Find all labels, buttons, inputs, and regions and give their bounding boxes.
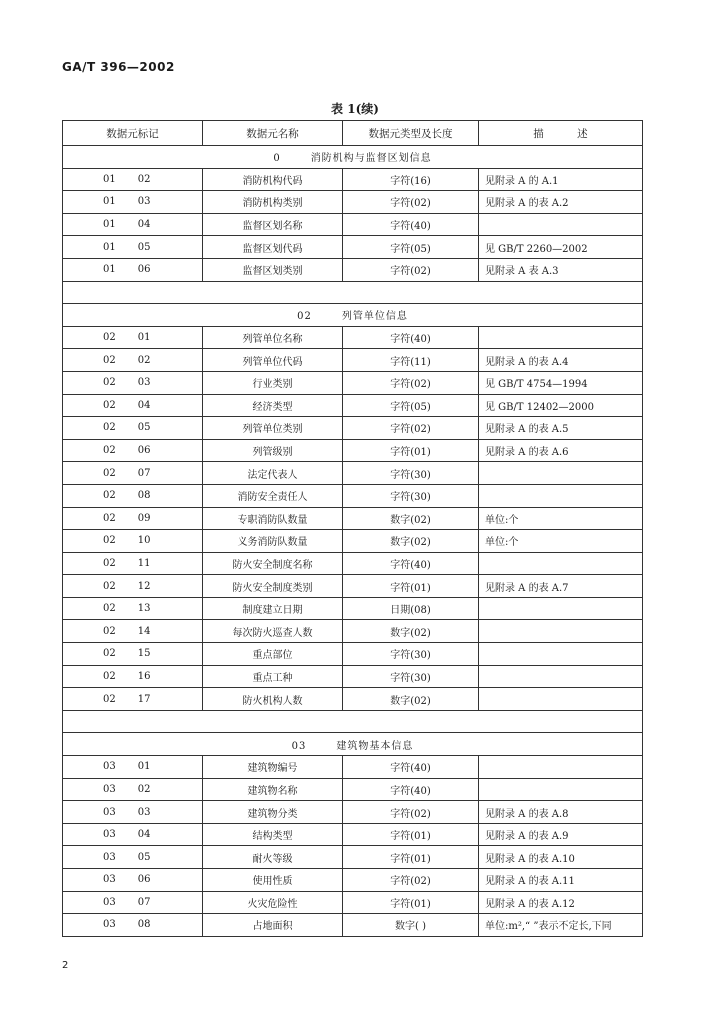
data-element-name: 消防安全责任人	[203, 484, 343, 507]
tag-part-a: 03	[103, 896, 116, 908]
tag-part-b: 02	[137, 173, 151, 185]
data-element-tag	[63, 869, 203, 892]
data-element-name: 重点部位	[203, 643, 343, 666]
tag-part-b: 06	[137, 445, 151, 457]
data-element-desc	[479, 462, 643, 485]
data-element-type: 字符(01)	[343, 439, 479, 462]
data-element-tag	[63, 575, 203, 598]
section-number: 02	[297, 311, 312, 323]
data-element-tag	[63, 507, 203, 530]
table-row	[63, 371, 643, 394]
data-element-desc: 见附录 A 表 A.3	[479, 258, 643, 281]
tag-part-b: 16	[137, 670, 151, 682]
table-row	[63, 620, 643, 643]
data-element-type: 字符(02)	[343, 801, 479, 824]
table-row	[63, 756, 643, 779]
data-element-name: 监督区划代码	[203, 236, 343, 259]
data-element-name: 行业类别	[203, 371, 343, 394]
data-element-name: 结构类型	[203, 823, 343, 846]
data-element-type: 字符(01)	[343, 823, 479, 846]
tag-part-b: 02	[137, 354, 151, 366]
data-element-tag	[63, 688, 203, 711]
tag-part-a: 02	[103, 512, 116, 524]
section-title	[63, 733, 643, 756]
tag-part-a: 01	[103, 264, 116, 276]
data-element-type: 字符(05)	[343, 236, 479, 259]
tag-part-a: 01	[103, 196, 116, 208]
data-element-desc	[479, 552, 643, 575]
section-number: 03	[291, 740, 307, 752]
data-element-desc	[479, 484, 643, 507]
data-element-name: 防火机构人数	[203, 688, 343, 711]
data-element-tag	[63, 597, 203, 620]
tag-part-b: 05	[137, 422, 151, 434]
data-element-tag	[63, 213, 203, 236]
data-element-desc: 见附录 A 的 A.1	[479, 168, 643, 191]
data-element-name: 消防机构类别	[203, 191, 343, 214]
data-element-type: 字符(02)	[343, 371, 479, 394]
data-element-desc: 见 GB/T 12402—2000	[479, 394, 643, 417]
data-element-tag	[63, 236, 203, 259]
data-element-tag	[63, 349, 203, 372]
table-row	[63, 552, 643, 575]
tag-part-b: 12	[137, 580, 151, 592]
section-header-row	[63, 304, 643, 327]
tag-part-a: 02	[103, 399, 116, 411]
data-element-tag	[63, 891, 203, 914]
data-element-type: 数字(02)	[343, 688, 479, 711]
tag-part-b: 08	[137, 919, 151, 931]
section-header-row	[63, 733, 643, 756]
data-element-type: 字符(01)	[343, 575, 479, 598]
tag-part-a: 02	[103, 422, 116, 434]
data-element-tag	[63, 756, 203, 779]
tag-part-a: 02	[103, 467, 116, 479]
data-element-name: 列管单位类别	[203, 417, 343, 440]
data-element-tag	[63, 665, 203, 688]
data-element-type: 日期(08)	[343, 597, 479, 620]
data-element-tag	[63, 326, 203, 349]
table-row	[63, 439, 643, 462]
table-header-row	[63, 121, 643, 146]
data-element-tag	[63, 484, 203, 507]
section-number: 0	[273, 153, 281, 165]
tag-part-a: 02	[103, 580, 116, 592]
data-element-name: 防火安全制度类别	[203, 575, 343, 598]
tag-part-b: 01	[137, 332, 151, 344]
table-row	[63, 258, 643, 281]
tag-part-a: 02	[103, 332, 116, 344]
data-element-name: 火灾危险性	[203, 891, 343, 914]
data-element-desc: 见 GB/T 2260—2002	[479, 236, 643, 259]
tag-part-b: 14	[137, 625, 151, 637]
data-element-name: 每次防火巡查人数	[203, 620, 343, 643]
data-element-name: 专职消防队数量	[203, 507, 343, 530]
table-row	[63, 394, 643, 417]
data-element-type: 字符(01)	[343, 846, 479, 869]
data-element-tag	[63, 439, 203, 462]
table-row	[63, 326, 643, 349]
data-element-type: 字符(40)	[343, 326, 479, 349]
data-element-type: 字符(02)	[343, 417, 479, 440]
data-element-tag	[63, 823, 203, 846]
data-element-name: 建筑物分类	[203, 801, 343, 824]
data-element-type: 数字(02)	[343, 620, 479, 643]
table-row	[63, 778, 643, 801]
section-header-row	[63, 146, 643, 169]
data-element-name: 义务消防队数量	[203, 530, 343, 553]
tag-part-a: 03	[103, 851, 116, 863]
data-element-name: 法定代表人	[203, 462, 343, 485]
data-element-tag	[63, 417, 203, 440]
data-element-tag	[63, 801, 203, 824]
tag-part-a: 03	[103, 806, 116, 818]
section-name: 建筑物基本信息	[336, 740, 414, 752]
table-row	[63, 801, 643, 824]
data-element-desc: 见附录 A 的表 A.11	[479, 869, 643, 892]
data-element-type: 字符(40)	[343, 213, 479, 236]
table-caption: 表 1(续)	[331, 102, 379, 116]
spacer-row	[63, 281, 643, 304]
data-element-name: 经济类型	[203, 394, 343, 417]
data-element-desc: 单位:m²,“ ”表示不定长,下同	[479, 914, 643, 937]
data-element-type: 字符(40)	[343, 778, 479, 801]
tag-part-b: 04	[137, 399, 151, 411]
table-row	[63, 575, 643, 598]
tag-part-b: 07	[137, 896, 151, 908]
tag-part-a: 02	[103, 625, 116, 637]
tag-part-a: 01	[103, 241, 116, 253]
data-element-type: 字符(02)	[343, 191, 479, 214]
data-element-tag	[63, 643, 203, 666]
data-element-desc: 见附录 A 的表 A.2	[479, 191, 643, 214]
data-element-type: 字符(40)	[343, 756, 479, 779]
data-element-name: 监督区划名称	[203, 213, 343, 236]
tag-part-a: 03	[103, 829, 116, 841]
data-element-desc: 见 GB/T 4754—1994	[479, 371, 643, 394]
data-element-tag	[63, 530, 203, 553]
tag-part-b: 03	[137, 806, 151, 818]
tag-part-b: 03	[137, 196, 151, 208]
table-row	[63, 597, 643, 620]
data-element-desc: 见附录 A 的表 A.12	[479, 891, 643, 914]
data-element-name: 建筑物名称	[203, 778, 343, 801]
data-element-type: 字符(30)	[343, 484, 479, 507]
tag-part-a: 02	[103, 648, 116, 660]
data-element-name: 使用性质	[203, 869, 343, 892]
data-element-name: 消防机构代码	[203, 168, 343, 191]
data-element-desc: 见附录 A 的表 A.8	[479, 801, 643, 824]
data-element-tag	[63, 462, 203, 485]
table-row	[63, 349, 643, 372]
data-element-type: 字符(01)	[343, 891, 479, 914]
data-element-tag	[63, 914, 203, 937]
tag-part-b: 10	[137, 535, 151, 547]
tag-part-a: 02	[103, 490, 116, 502]
data-element-type: 字符(40)	[343, 552, 479, 575]
table-row	[63, 530, 643, 553]
data-element-tag	[63, 846, 203, 869]
table-row	[63, 914, 643, 937]
tag-part-a: 02	[103, 693, 116, 705]
data-element-name: 重点工种	[203, 665, 343, 688]
tag-part-a: 02	[103, 354, 116, 366]
tag-part-b: 13	[137, 603, 151, 615]
tag-part-b: 01	[137, 761, 151, 773]
data-element-tag	[63, 258, 203, 281]
data-element-desc: 见附录 A 的表 A.5	[479, 417, 643, 440]
data-element-type: 字符(02)	[343, 258, 479, 281]
data-element-tag	[63, 191, 203, 214]
data-element-desc	[479, 756, 643, 779]
table-row	[63, 869, 643, 892]
tag-part-b: 03	[137, 377, 151, 389]
section-name: 列管单位信息	[341, 311, 408, 323]
tag-part-b: 04	[137, 219, 151, 231]
data-element-desc	[479, 620, 643, 643]
data-element-type: 字符(05)	[343, 394, 479, 417]
data-element-desc: 见附录 A 的表 A.10	[479, 846, 643, 869]
data-element-tag	[63, 394, 203, 417]
section-name: 消防机构与监督区划信息	[310, 153, 432, 165]
data-element-type: 字符(30)	[343, 643, 479, 666]
tag-part-b: 06	[137, 264, 151, 276]
data-element-type: 字符(30)	[343, 665, 479, 688]
table-row	[63, 462, 643, 485]
data-element-type: 字符(02)	[343, 869, 479, 892]
data-element-desc	[479, 643, 643, 666]
data-element-name: 列管单位名称	[203, 326, 343, 349]
section-title	[63, 146, 643, 169]
data-element-tag	[63, 371, 203, 394]
data-element-type: 字符(11)	[343, 349, 479, 372]
tag-part-b: 05	[137, 851, 151, 863]
data-element-tag	[63, 778, 203, 801]
tag-part-b: 08	[137, 490, 151, 502]
data-element-name: 制度建立日期	[203, 597, 343, 620]
tag-part-a: 01	[103, 173, 116, 185]
tag-part-b: 05	[137, 241, 151, 253]
table-row	[63, 213, 643, 236]
data-element-tag	[63, 552, 203, 575]
tag-part-b: 04	[137, 829, 151, 841]
spacer-cell	[63, 710, 643, 733]
tag-part-a: 03	[103, 919, 116, 931]
data-element-desc: 见附录 A 的表 A.4	[479, 349, 643, 372]
column-header-type: 数据元类型及长度	[343, 121, 479, 146]
tag-part-a: 02	[103, 445, 116, 457]
data-element-desc: 见附录 A 的表 A.6	[479, 439, 643, 462]
section-title	[63, 304, 643, 327]
table-row	[63, 846, 643, 869]
data-element-desc	[479, 597, 643, 620]
data-element-name: 监督区划类别	[203, 258, 343, 281]
page-number: 2	[62, 960, 69, 971]
data-element-tag	[63, 620, 203, 643]
table-row	[63, 823, 643, 846]
data-element-desc	[479, 688, 643, 711]
standard-code: GA/T 396—2002	[62, 60, 175, 74]
spacer-cell	[63, 281, 643, 304]
tag-part-a: 02	[103, 670, 116, 682]
data-element-desc: 单位:个	[479, 530, 643, 553]
table-row	[63, 236, 643, 259]
data-element-desc	[479, 778, 643, 801]
data-element-name: 耐火等级	[203, 846, 343, 869]
data-element-type: 数字(02)	[343, 507, 479, 530]
tag-part-a: 03	[103, 761, 116, 773]
tag-part-a: 03	[103, 874, 116, 886]
tag-part-b: 02	[137, 783, 151, 795]
data-element-type: 字符(30)	[343, 462, 479, 485]
tag-part-b: 11	[137, 557, 151, 569]
data-element-name: 列管级别	[203, 439, 343, 462]
table-row	[63, 665, 643, 688]
data-element-name: 占地面积	[203, 914, 343, 937]
data-element-type: 数字( )	[343, 914, 479, 937]
table-body	[63, 146, 643, 937]
column-header-desc: 描 述	[479, 121, 643, 146]
data-element-desc: 单位:个	[479, 507, 643, 530]
spacer-row	[63, 710, 643, 733]
tag-part-a: 02	[103, 377, 116, 389]
data-element-name: 建筑物编号	[203, 756, 343, 779]
tag-part-b: 15	[137, 648, 151, 660]
table-row	[63, 891, 643, 914]
tag-part-a: 02	[103, 557, 116, 569]
data-element-desc	[479, 665, 643, 688]
table-row	[63, 643, 643, 666]
data-element-tag	[63, 168, 203, 191]
tag-part-b: 09	[137, 512, 151, 524]
data-element-name: 列管单位代码	[203, 349, 343, 372]
data-element-type: 字符(16)	[343, 168, 479, 191]
tag-part-a: 03	[103, 783, 116, 795]
tag-part-a: 02	[103, 535, 116, 547]
data-element-desc: 见附录 A 的表 A.7	[479, 575, 643, 598]
tag-part-b: 17	[137, 693, 151, 705]
table-row	[63, 484, 643, 507]
data-element-type: 数字(02)	[343, 530, 479, 553]
data-element-desc: 见附录 A 的表 A.9	[479, 823, 643, 846]
data-element-table	[62, 120, 643, 937]
data-element-desc	[479, 213, 643, 236]
tag-part-a: 01	[103, 219, 116, 231]
tag-part-b: 06	[137, 874, 151, 886]
data-element-name: 防火安全制度名称	[203, 552, 343, 575]
column-header-name: 数据元名称	[203, 121, 343, 146]
table-row	[63, 191, 643, 214]
table-row	[63, 417, 643, 440]
tag-part-b: 07	[137, 467, 151, 479]
data-element-desc	[479, 326, 643, 349]
table-row	[63, 688, 643, 711]
tag-part-a: 02	[103, 603, 116, 615]
table-row	[63, 507, 643, 530]
table-row	[63, 168, 643, 191]
column-header-tag: 数据元标记	[63, 121, 203, 146]
